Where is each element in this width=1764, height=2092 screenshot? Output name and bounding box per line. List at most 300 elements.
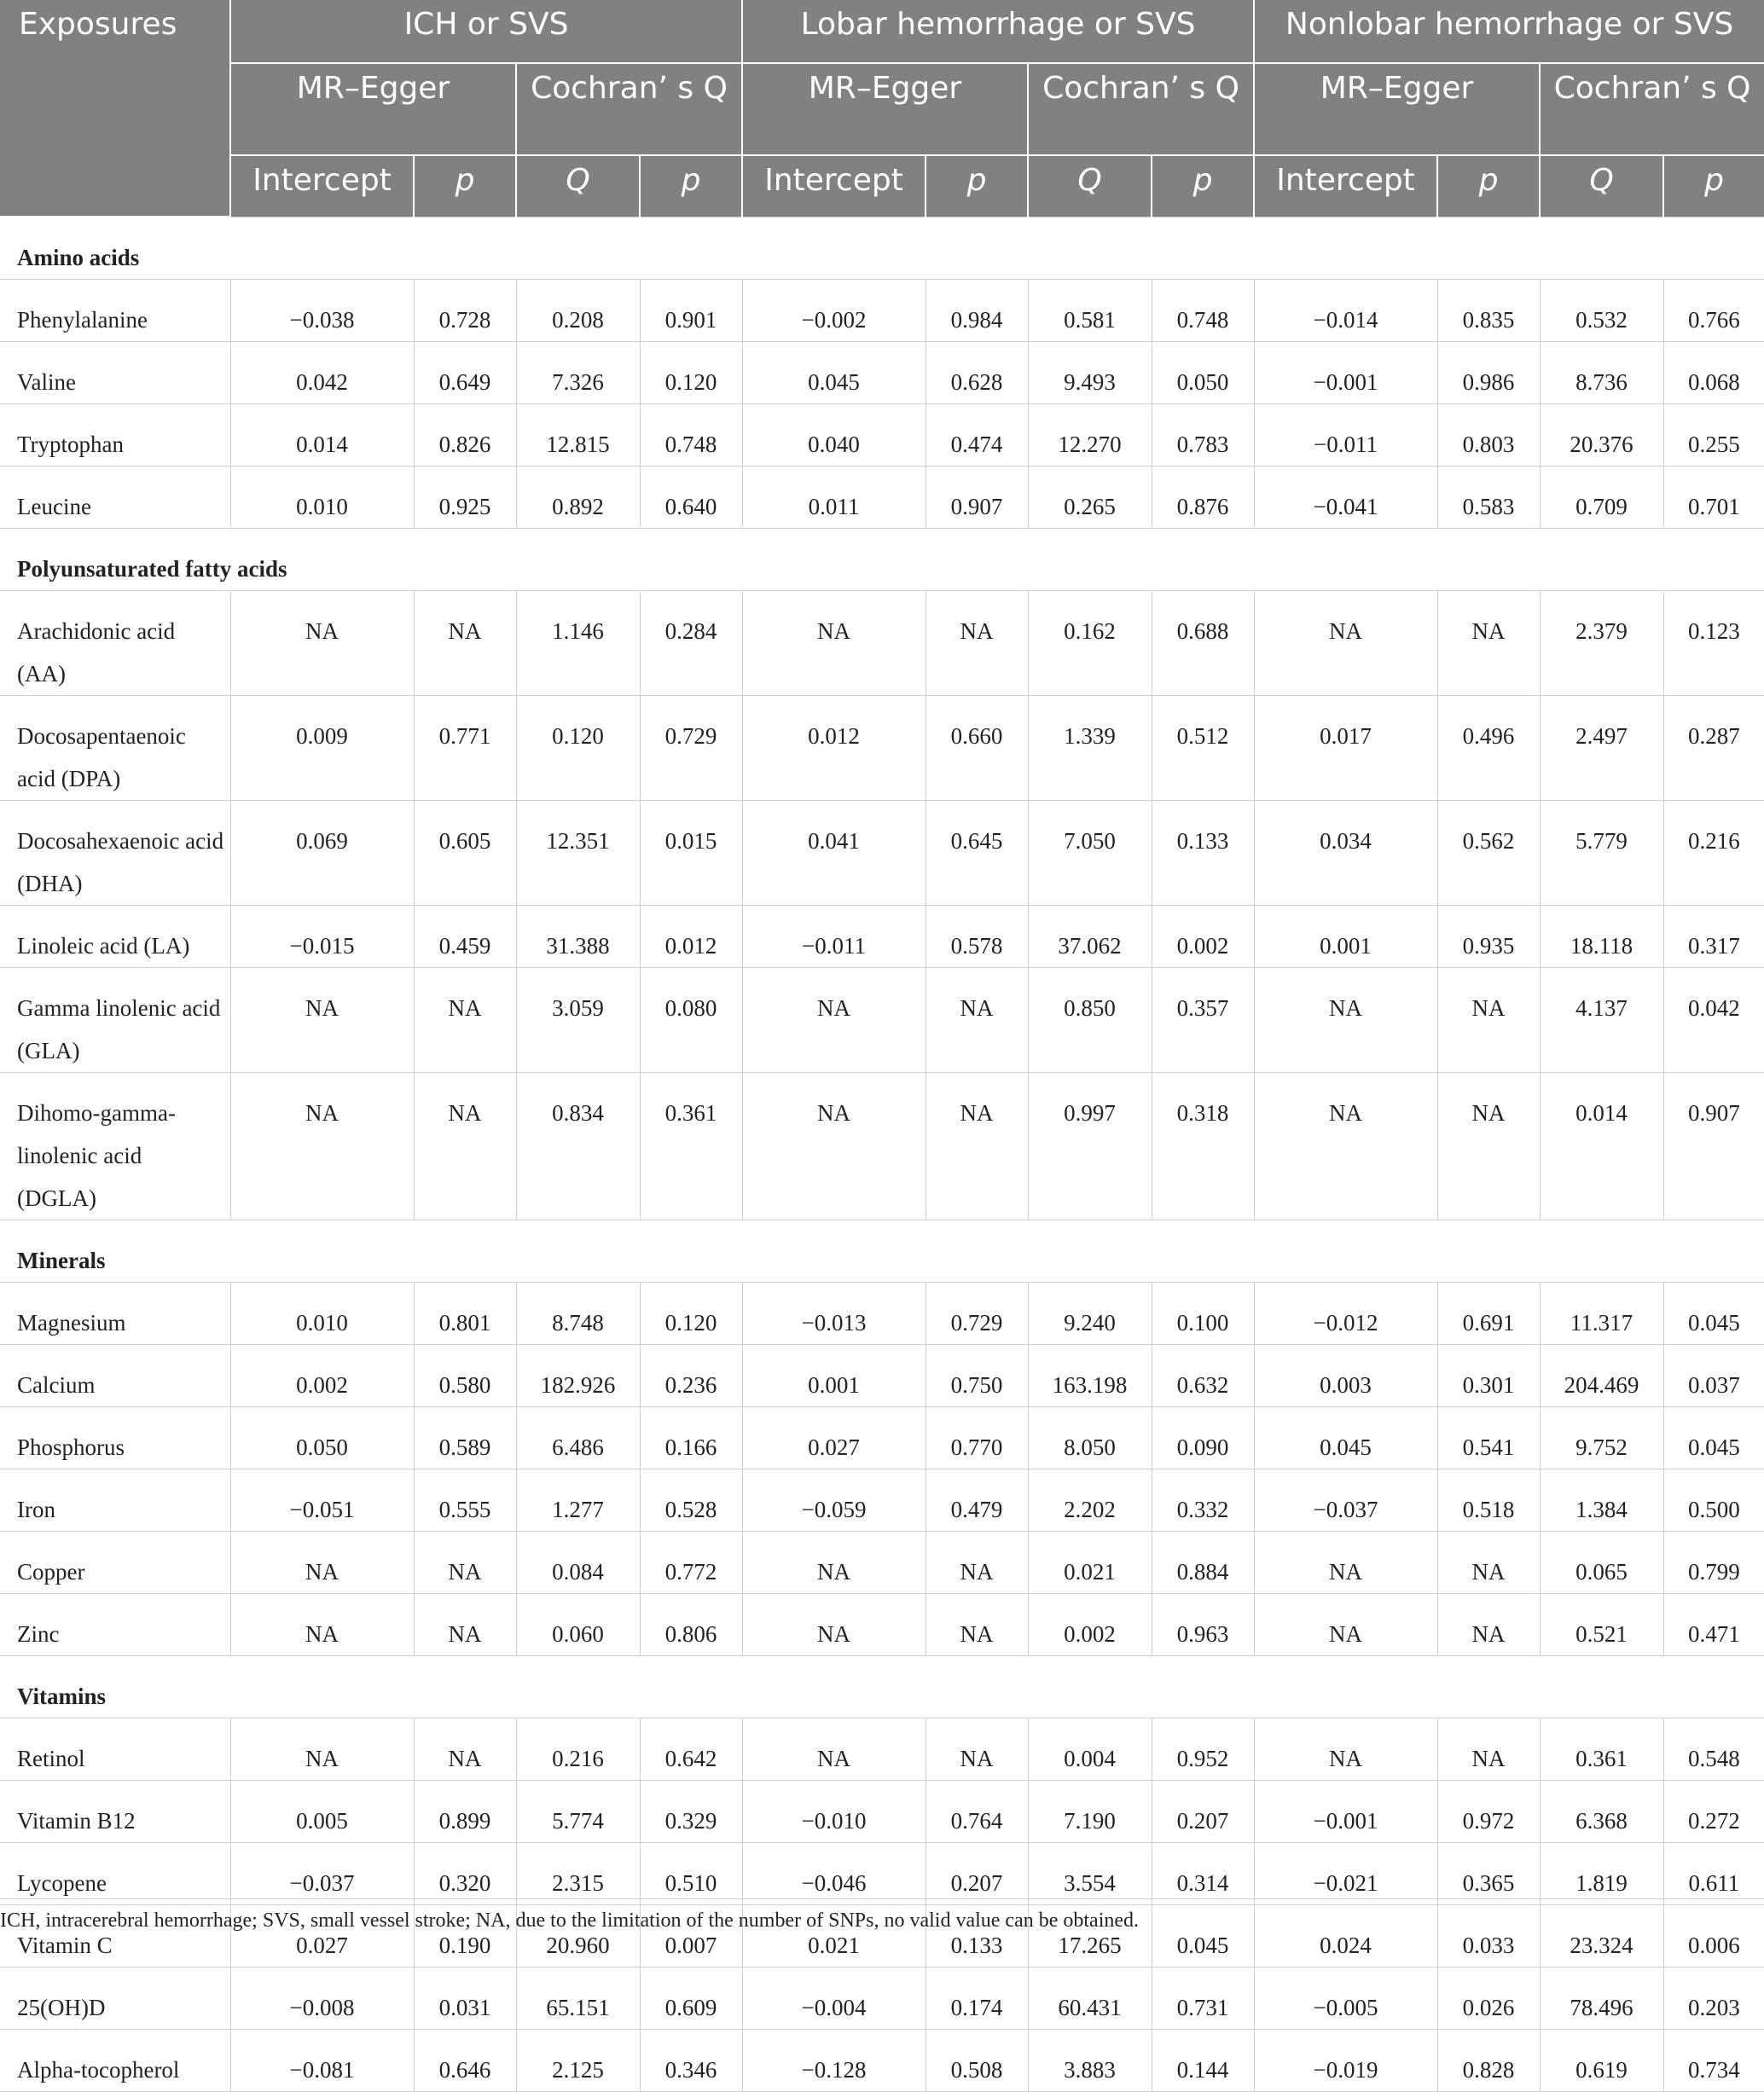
value-cell: NA [230, 1532, 414, 1594]
table-row [0, 342, 1764, 404]
exposure-name: Phenylalanine [0, 280, 230, 342]
value-cell: 0.120 [640, 1283, 742, 1345]
value-cell: 0.578 [926, 906, 1028, 968]
value-cell: 0.474 [926, 404, 1028, 466]
value-cell: 1.146 [516, 591, 640, 696]
value-cell: 0.332 [1152, 1469, 1254, 1532]
value-cell: 0.997 [1028, 1073, 1152, 1220]
header-q: Q [516, 155, 640, 217]
header-exposures: Exposures [0, 0, 230, 217]
value-cell: 0.521 [1540, 1594, 1663, 1656]
value-cell: −0.010 [742, 1781, 926, 1843]
value-cell: 0.479 [926, 1469, 1028, 1532]
value-cell: −0.041 [1254, 466, 1437, 529]
table-row [0, 1718, 1764, 1781]
value-cell: 0.236 [640, 1345, 742, 1407]
value-cell: 0.628 [926, 342, 1028, 404]
value-cell: −0.019 [1254, 2030, 1437, 2092]
value-cell: 0.021 [1028, 1532, 1152, 1594]
value-cell: 1.384 [1540, 1469, 1663, 1532]
exposure-name: Alpha-tocopherol [0, 2030, 230, 2092]
value-cell: 0.068 [1663, 342, 1764, 404]
value-cell: 0.069 [230, 801, 414, 906]
header-mr-egger: MR–Egger [230, 63, 516, 155]
table-row [0, 280, 1764, 342]
table-row [0, 968, 1764, 1073]
value-cell: −0.014 [1254, 280, 1437, 342]
value-cell: 0.287 [1663, 696, 1764, 801]
value-cell: 0.688 [1152, 591, 1254, 696]
value-cell: NA [1254, 1718, 1437, 1781]
value-cell: 0.144 [1152, 2030, 1254, 2092]
value-cell: 0.042 [230, 342, 414, 404]
value-cell: 12.351 [516, 801, 640, 906]
value-cell: 204.469 [1540, 1345, 1663, 1407]
exposure-name: 25(OH)D [0, 1967, 230, 2030]
header-p: p [640, 155, 742, 217]
value-cell: 0.123 [1663, 591, 1764, 696]
table-row [0, 1407, 1764, 1469]
value-cell: 0.120 [640, 342, 742, 404]
value-cell: 0.320 [414, 1843, 516, 1905]
table-row [0, 1781, 1764, 1843]
value-cell: −0.002 [742, 280, 926, 342]
value-cell: 0.748 [1152, 280, 1254, 342]
value-cell: 0.133 [926, 1905, 1028, 1967]
table-row [0, 1594, 1764, 1656]
value-cell: 0.010 [230, 466, 414, 529]
table-row [0, 1967, 1764, 2030]
value-cell: 0.884 [1152, 1532, 1254, 1594]
value-cell: NA [414, 1594, 516, 1656]
value-cell: 0.365 [1437, 1843, 1540, 1905]
exposure-name: Vitamin B12 [0, 1781, 230, 1843]
value-cell: 0.709 [1540, 466, 1663, 529]
header-cochran: Cochran’ s Q [1540, 63, 1764, 155]
value-cell: NA [1437, 1073, 1540, 1220]
value-cell: NA [414, 1718, 516, 1781]
value-cell: 0.100 [1152, 1283, 1254, 1345]
value-cell: 0.090 [1152, 1407, 1254, 1469]
value-cell: 0.899 [414, 1781, 516, 1843]
value-cell: 0.174 [926, 1967, 1028, 2030]
value-cell: 0.984 [926, 280, 1028, 342]
exposure-name: Calcium [0, 1345, 230, 1407]
value-cell: 0.284 [640, 591, 742, 696]
value-cell: 0.771 [414, 696, 516, 801]
value-cell: 0.770 [926, 1407, 1028, 1469]
value-cell: −0.059 [742, 1469, 926, 1532]
value-cell: 0.203 [1663, 1967, 1764, 2030]
value-cell: 0.764 [926, 1781, 1028, 1843]
exposure-name: Copper [0, 1532, 230, 1594]
exposure-name: Docosahexaenoic acid (DHA) [0, 801, 230, 906]
value-cell: 0.014 [1540, 1073, 1663, 1220]
value-cell: 7.326 [516, 342, 640, 404]
value-cell: 7.190 [1028, 1781, 1152, 1843]
value-cell: 0.026 [1437, 1967, 1540, 2030]
value-cell: −0.008 [230, 1967, 414, 2030]
value-cell: 1.819 [1540, 1843, 1663, 1905]
value-cell: 0.729 [640, 696, 742, 801]
header-intercept: Intercept [1254, 155, 1437, 217]
value-cell: 0.772 [640, 1532, 742, 1594]
value-cell: 0.045 [1663, 1407, 1764, 1469]
table-row [0, 591, 1764, 696]
value-cell: 0.766 [1663, 280, 1764, 342]
table-row [0, 801, 1764, 906]
value-cell: −0.046 [742, 1843, 926, 1905]
value-cell: 1.277 [516, 1469, 640, 1532]
value-cell: 2.379 [1540, 591, 1663, 696]
value-cell: −0.011 [1254, 404, 1437, 466]
value-cell: 8.050 [1028, 1407, 1152, 1469]
exposure-name: Vitamin C [0, 1905, 230, 1967]
value-cell: 0.646 [414, 2030, 516, 2092]
value-cell: 1.339 [1028, 696, 1152, 801]
section-title: Amino acids [0, 217, 1764, 280]
exposure-name: Lycopene [0, 1843, 230, 1905]
value-cell: 0.986 [1437, 342, 1540, 404]
value-cell: 0.835 [1437, 280, 1540, 342]
header-p: p [1663, 155, 1764, 217]
table-row [0, 1469, 1764, 1532]
value-cell: NA [414, 968, 516, 1073]
value-cell: NA [742, 591, 926, 696]
value-cell: 8.736 [1540, 342, 1663, 404]
value-cell: 0.017 [1254, 696, 1437, 801]
value-cell: 0.729 [926, 1283, 1028, 1345]
value-cell: 0.002 [1028, 1594, 1152, 1656]
value-cell: 0.799 [1663, 1532, 1764, 1594]
value-cell: 0.361 [640, 1073, 742, 1220]
value-cell: 0.512 [1152, 696, 1254, 801]
exposure-name: Arachidonic acid (AA) [0, 591, 230, 696]
header-p: p [1152, 155, 1254, 217]
value-cell: 0.609 [640, 1967, 742, 2030]
value-cell: 6.368 [1540, 1781, 1663, 1843]
value-cell: −0.051 [230, 1469, 414, 1532]
value-cell: 5.774 [516, 1781, 640, 1843]
value-cell: 0.045 [1663, 1283, 1764, 1345]
value-cell: −0.005 [1254, 1967, 1437, 2030]
value-cell: 0.045 [742, 342, 926, 404]
value-cell: NA [1254, 1594, 1437, 1656]
value-cell: 0.963 [1152, 1594, 1254, 1656]
value-cell: 0.357 [1152, 968, 1254, 1073]
header-group-ich: ICH or SVS [230, 0, 742, 63]
value-cell: NA [1437, 1718, 1540, 1781]
value-cell: 0.003 [1254, 1345, 1437, 1407]
value-cell: 0.216 [1663, 801, 1764, 906]
value-cell: 0.806 [640, 1594, 742, 1656]
value-cell: NA [230, 1594, 414, 1656]
value-cell: 12.815 [516, 404, 640, 466]
header-group-lobar: Lobar hemorrhage or SVS [742, 0, 1254, 63]
value-cell: 0.972 [1437, 1781, 1540, 1843]
table-row [0, 906, 1764, 968]
value-cell: 8.748 [516, 1283, 640, 1345]
value-cell: −0.038 [230, 280, 414, 342]
header-p: p [926, 155, 1028, 217]
value-cell: 0.783 [1152, 404, 1254, 466]
value-cell: 23.324 [1540, 1905, 1663, 1967]
value-cell: 20.376 [1540, 404, 1663, 466]
value-cell: 0.562 [1437, 801, 1540, 906]
value-cell: 0.084 [516, 1532, 640, 1594]
exposure-name: Gamma linolenic acid (GLA) [0, 968, 230, 1073]
value-cell: 37.062 [1028, 906, 1152, 968]
value-cell: 0.361 [1540, 1718, 1663, 1781]
value-cell: NA [414, 591, 516, 696]
table-row [0, 1843, 1764, 1905]
value-cell: 0.065 [1540, 1532, 1663, 1594]
value-cell: NA [230, 1718, 414, 1781]
value-cell: 0.701 [1663, 466, 1764, 529]
value-cell: 2.315 [516, 1843, 640, 1905]
value-cell: 0.828 [1437, 2030, 1540, 2092]
value-cell: 0.034 [1254, 801, 1437, 906]
value-cell: 0.691 [1437, 1283, 1540, 1345]
value-cell: 0.532 [1540, 280, 1663, 342]
value-cell: NA [1254, 968, 1437, 1073]
exposure-name: Leucine [0, 466, 230, 529]
value-cell: 9.240 [1028, 1283, 1152, 1345]
exposure-name: Retinol [0, 1718, 230, 1781]
value-cell: 0.166 [640, 1407, 742, 1469]
value-cell: 0.007 [640, 1905, 742, 1967]
exposure-name: Valine [0, 342, 230, 404]
value-cell: 0.045 [1152, 1905, 1254, 1967]
value-cell: 0.508 [926, 2030, 1028, 2092]
value-cell: 18.118 [1540, 906, 1663, 968]
value-cell: 12.270 [1028, 404, 1152, 466]
value-cell: 0.528 [640, 1469, 742, 1532]
value-cell: 0.265 [1028, 466, 1152, 529]
value-cell: 0.027 [230, 1905, 414, 1967]
value-cell: 11.317 [1540, 1283, 1663, 1345]
value-cell: NA [230, 591, 414, 696]
value-cell: 0.033 [1437, 1905, 1540, 1967]
section-row [0, 1656, 1764, 1718]
value-cell: 0.649 [414, 342, 516, 404]
value-cell: 0.024 [1254, 1905, 1437, 1967]
value-cell: 0.496 [1437, 696, 1540, 801]
value-cell: 0.619 [1540, 2030, 1663, 2092]
value-cell: 0.850 [1028, 968, 1152, 1073]
value-cell: 0.014 [230, 404, 414, 466]
section-title: Minerals [0, 1220, 1764, 1283]
header-p: p [414, 155, 516, 217]
value-cell: NA [926, 591, 1028, 696]
value-cell: 0.190 [414, 1905, 516, 1967]
header-cochran: Cochran’ s Q [516, 63, 742, 155]
value-cell: 0.207 [1152, 1781, 1254, 1843]
section-title: Polyunsaturated fatty acids [0, 529, 1764, 591]
value-cell: 0.015 [640, 801, 742, 906]
value-cell: 163.198 [1028, 1345, 1152, 1407]
value-cell: 0.255 [1663, 404, 1764, 466]
value-cell: 20.960 [516, 1905, 640, 1967]
value-cell: 0.801 [414, 1283, 516, 1345]
value-cell: 0.834 [516, 1073, 640, 1220]
section-row [0, 529, 1764, 591]
value-cell: 9.752 [1540, 1407, 1663, 1469]
header-q: Q [1540, 155, 1663, 217]
value-cell: 0.611 [1663, 1843, 1764, 1905]
value-cell: 0.555 [414, 1469, 516, 1532]
value-cell: NA [742, 1532, 926, 1594]
header-cochran: Cochran’ s Q [1028, 63, 1254, 155]
value-cell: 0.002 [230, 1345, 414, 1407]
table-row [0, 404, 1764, 466]
table-row [0, 466, 1764, 529]
value-cell: 0.037 [1663, 1345, 1764, 1407]
value-cell: 0.318 [1152, 1073, 1254, 1220]
table-row [0, 1283, 1764, 1345]
value-cell: 0.329 [640, 1781, 742, 1843]
value-cell: 0.027 [742, 1407, 926, 1469]
section-title: Vitamins [0, 1656, 1764, 1718]
value-cell: 0.728 [414, 280, 516, 342]
table-row [0, 696, 1764, 801]
value-cell: NA [742, 1718, 926, 1781]
value-cell: 0.892 [516, 466, 640, 529]
value-cell: −0.081 [230, 2030, 414, 2092]
value-cell: 2.497 [1540, 696, 1663, 801]
exposure-name: Zinc [0, 1594, 230, 1656]
value-cell: 3.059 [516, 968, 640, 1073]
header-intercept: Intercept [230, 155, 414, 217]
value-cell: NA [230, 1073, 414, 1220]
value-cell: NA [414, 1532, 516, 1594]
value-cell: 0.009 [230, 696, 414, 801]
value-cell: 0.642 [640, 1718, 742, 1781]
value-cell: 3.883 [1028, 2030, 1152, 2092]
value-cell: 0.518 [1437, 1469, 1540, 1532]
value-cell: 0.748 [640, 404, 742, 466]
table-row [0, 2030, 1764, 2092]
value-cell: NA [742, 1073, 926, 1220]
table-row [0, 1532, 1764, 1594]
value-cell: 0.216 [516, 1718, 640, 1781]
exposure-name: Tryptophan [0, 404, 230, 466]
value-cell: −0.021 [1254, 1843, 1437, 1905]
value-cell: 0.042 [1663, 968, 1764, 1073]
value-cell: −0.015 [230, 906, 414, 968]
header-mr-egger: MR–Egger [742, 63, 1028, 155]
value-cell: −0.128 [742, 2030, 926, 2092]
value-cell: NA [926, 968, 1028, 1073]
value-cell: NA [1437, 1532, 1540, 1594]
value-cell: 0.471 [1663, 1594, 1764, 1656]
exposure-name: Magnesium [0, 1283, 230, 1345]
value-cell: 78.496 [1540, 1967, 1663, 2030]
value-cell: NA [1437, 1594, 1540, 1656]
value-cell: 0.005 [230, 1781, 414, 1843]
exposure-name: Docosapentaenoic acid (DPA) [0, 696, 230, 801]
value-cell: NA [926, 1073, 1028, 1220]
value-cell: 0.060 [516, 1594, 640, 1656]
value-cell: 0.012 [640, 906, 742, 968]
value-cell: 0.314 [1152, 1843, 1254, 1905]
value-cell: NA [926, 1532, 1028, 1594]
header-mr-egger: MR–Egger [1254, 63, 1540, 155]
value-cell: 0.581 [1028, 280, 1152, 342]
value-cell: 0.750 [926, 1345, 1028, 1407]
value-cell: NA [742, 1594, 926, 1656]
value-cell: NA [414, 1073, 516, 1220]
value-cell: 0.510 [640, 1843, 742, 1905]
value-cell: −0.001 [1254, 342, 1437, 404]
header-intercept: Intercept [742, 155, 926, 217]
value-cell: 0.583 [1437, 466, 1540, 529]
value-cell: 0.459 [414, 906, 516, 968]
value-cell: 0.640 [640, 466, 742, 529]
value-cell: 0.045 [1254, 1407, 1437, 1469]
value-cell: 0.011 [742, 466, 926, 529]
value-cell: NA [230, 968, 414, 1073]
value-cell: 0.162 [1028, 591, 1152, 696]
table-body [0, 217, 1764, 2092]
exposure-name: Linoleic acid (LA) [0, 906, 230, 968]
exposure-name: Dihomo-gamma-linolenic acid (DGLA) [0, 1073, 230, 1220]
section-row [0, 1220, 1764, 1283]
exposure-name: Phosphorus [0, 1407, 230, 1469]
header-group-nonlobar: Nonlobar hemorrhage or SVS [1254, 0, 1764, 63]
value-cell: 0.002 [1152, 906, 1254, 968]
value-cell: NA [1254, 1532, 1437, 1594]
value-cell: −0.012 [1254, 1283, 1437, 1345]
value-cell: NA [1254, 1073, 1437, 1220]
value-cell: NA [926, 1718, 1028, 1781]
value-cell: 0.935 [1437, 906, 1540, 968]
value-cell: NA [926, 1594, 1028, 1656]
table-row [0, 1073, 1764, 1220]
value-cell: −0.004 [742, 1967, 926, 2030]
value-cell: NA [1437, 968, 1540, 1073]
value-cell: 2.202 [1028, 1469, 1152, 1532]
value-cell: 0.207 [926, 1843, 1028, 1905]
value-cell: 9.493 [1028, 342, 1152, 404]
header-q: Q [1028, 155, 1152, 217]
value-cell: 0.120 [516, 696, 640, 801]
value-cell: 0.907 [926, 466, 1028, 529]
value-cell: 0.907 [1663, 1073, 1764, 1220]
value-cell: 5.779 [1540, 801, 1663, 906]
value-cell: 0.876 [1152, 466, 1254, 529]
value-cell: 0.500 [1663, 1469, 1764, 1532]
value-cell: NA [1437, 591, 1540, 696]
header-p: p [1437, 155, 1540, 217]
value-cell: 0.734 [1663, 2030, 1764, 2092]
value-cell: 0.605 [414, 801, 516, 906]
value-cell: 0.541 [1437, 1407, 1540, 1469]
value-cell: 0.660 [926, 696, 1028, 801]
value-cell: 0.952 [1152, 1718, 1254, 1781]
value-cell: 0.133 [1152, 801, 1254, 906]
value-cell: 0.826 [414, 404, 516, 466]
value-cell: −0.013 [742, 1283, 926, 1345]
value-cell: 3.554 [1028, 1843, 1152, 1905]
section-row [0, 217, 1764, 280]
value-cell: 0.632 [1152, 1345, 1254, 1407]
value-cell: 31.388 [516, 906, 640, 968]
value-cell: NA [742, 968, 926, 1073]
value-cell: 2.125 [516, 2030, 640, 2092]
value-cell: 0.021 [742, 1905, 926, 1967]
value-cell: 17.265 [1028, 1905, 1152, 1967]
